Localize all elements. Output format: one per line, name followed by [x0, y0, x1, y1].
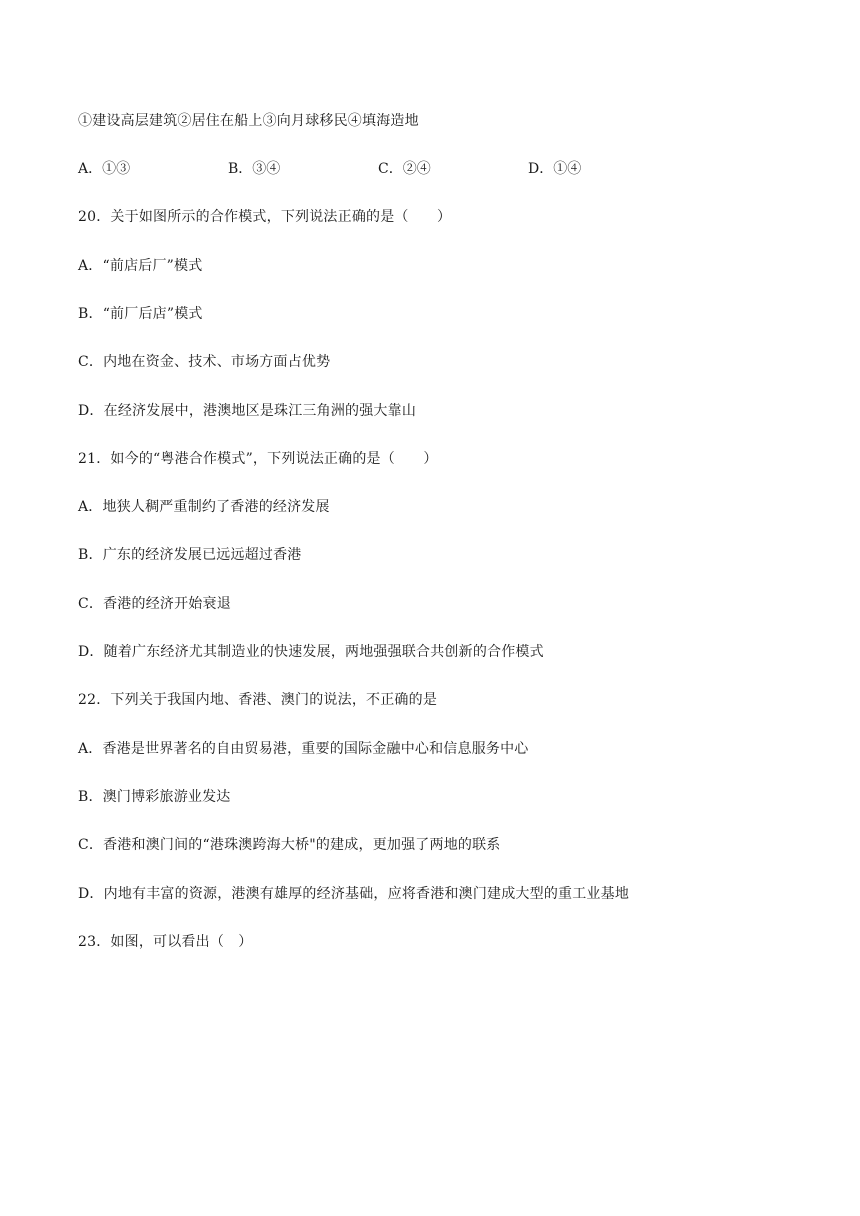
q21-option-c: C．香港的经济开始衰退: [78, 596, 231, 612]
q22-stem: 22．下列关于我国内地、香港、澳门的说法，不正确的是: [78, 692, 438, 708]
q19-option-d: D．①④: [528, 161, 582, 177]
q21-stem: 21．如今的“粤港合作模式”，下列说法正确的是（ ）: [78, 451, 438, 467]
q20-option-d: D．在经济发展中，港澳地区是珠江三角洲的强大靠山: [78, 403, 417, 419]
q20-option-a: A．“前店后厂”模式: [78, 258, 203, 274]
q21-option-b: B．广东的经济发展已远远超过香港: [78, 547, 302, 563]
q19-statement-list: ①建设高层建筑②居住在船上③向月球移民④填海造地: [78, 113, 419, 129]
q22-option-d: D．内地有丰富的资源，港澳有雄厚的经济基础，应将香港和澳门建成大型的重工业基地: [78, 886, 630, 902]
q20-option-c: C．内地在资金、技术、市场方面占优势: [78, 354, 331, 370]
q19-option-b: B．③④: [228, 161, 281, 177]
q19-option-c: C．②④: [378, 161, 431, 177]
q22-option-b: B．澳门博彩旅游业发达: [78, 789, 231, 805]
q22-option-c: C．香港和澳门间的“港珠澳跨海大桥"的建成，更加强了两地的联系: [78, 837, 501, 853]
q21-option-a: A．地狭人稠严重制约了香港的经济发展: [78, 499, 330, 515]
q21-option-d: D．随着广东经济尤其制造业的快速发展，两地强强联合共创新的合作模式: [78, 644, 544, 660]
q20-option-b: B．“前厂后店”模式: [78, 306, 203, 322]
q19-option-a: A．①③: [78, 161, 131, 177]
q22-option-a: A．香港是世界著名的自由贸易港，重要的国际金融中心和信息服务中心: [78, 741, 529, 757]
q20-stem: 20．关于如图所示的合作模式，下列说法正确的是（ ）: [78, 209, 452, 225]
q19-options: [78, 160, 718, 178]
q23-stem: 23．如图，可以看出（ ）: [78, 934, 253, 950]
